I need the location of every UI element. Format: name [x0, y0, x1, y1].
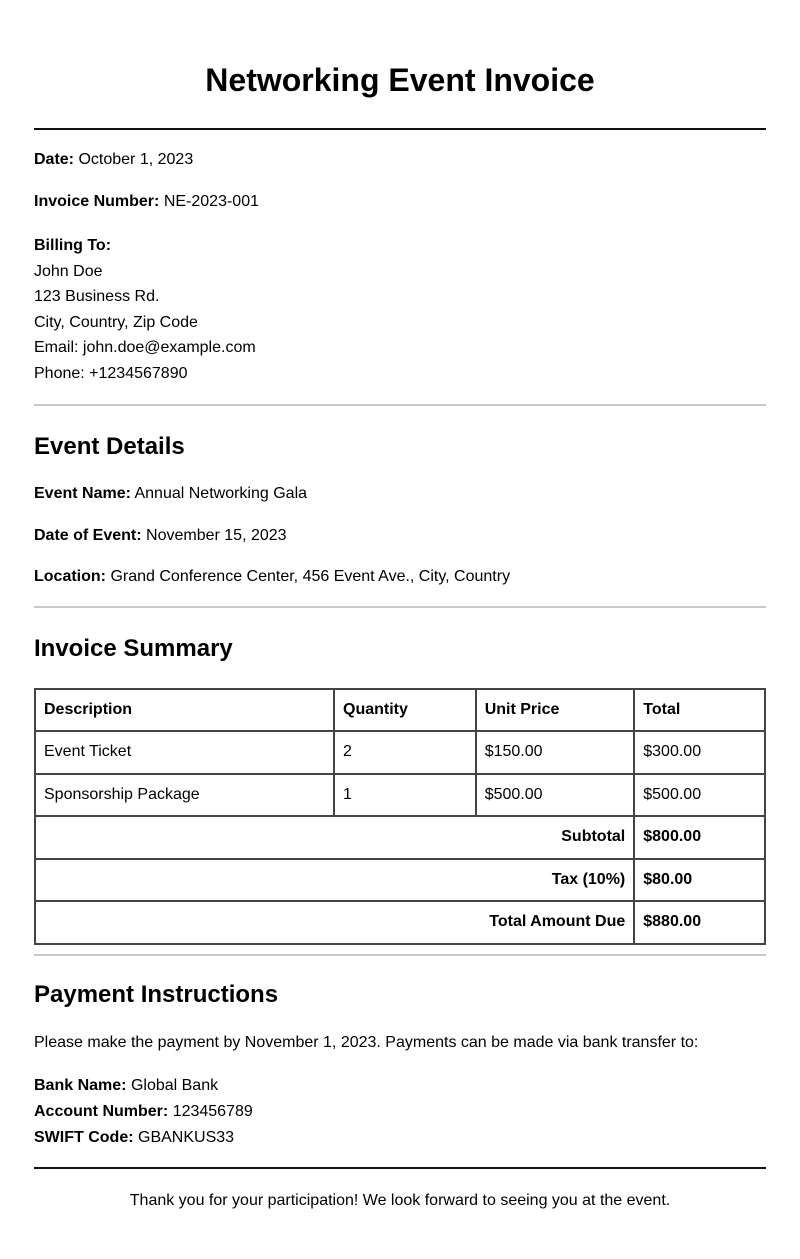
billing-address: 123 Business Rd.: [34, 288, 160, 306]
subtotal-value: $800.00: [634, 816, 765, 859]
event-name-label: Event Name:: [34, 484, 131, 502]
table-row: [35, 731, 765, 774]
payment-instructions-text: Please make the payment by November 1, 2023. Payments can be made via bank transfer to:: [34, 1033, 699, 1051]
item-unit-price: $150.00: [476, 731, 635, 774]
event-date-value: November 15, 2023: [146, 526, 287, 544]
tax-row: [35, 859, 765, 902]
event-date: [34, 526, 766, 546]
event-date-label: Date of Event:: [34, 526, 142, 544]
page-title: Networking Event Invoice: [205, 62, 595, 98]
section-divider: [34, 954, 766, 956]
invoice-summary-heading: Invoice Summary: [34, 634, 233, 662]
bank-details: [34, 1073, 766, 1151]
billing-email: Email: john.doe@example.com: [34, 339, 256, 357]
item-total: $300.00: [634, 731, 765, 774]
event-name: [34, 484, 766, 504]
invoice-number: [34, 192, 766, 212]
table-header-row: [35, 689, 765, 732]
bank-name-label: Bank Name:: [34, 1076, 127, 1094]
billing-city: City, Country, Zip Code: [34, 313, 198, 331]
account-number-value: 123456789: [172, 1102, 253, 1120]
item-quantity: 1: [334, 774, 476, 817]
event-name-value: Annual Networking Gala: [134, 484, 308, 502]
event-location-label: Location:: [34, 567, 106, 585]
billing-label: Billing To:: [34, 237, 112, 254]
payment-instructions-heading: Payment Instructions: [34, 980, 279, 1008]
total-due-label: Total Amount Due: [35, 901, 634, 944]
event-details-heading: Event Details: [34, 432, 185, 460]
billing-block: [34, 233, 766, 387]
header-divider: [34, 128, 766, 130]
item-total: $500.00: [634, 774, 765, 817]
invoice-summary-table: [34, 688, 766, 945]
invoice-date-label: Date:: [34, 151, 75, 168]
swift-code-label: SWIFT Code:: [34, 1128, 134, 1146]
tax-value: $80.00: [634, 859, 765, 902]
tax-label: Tax (10%): [35, 859, 634, 902]
bank-name-value: Global Bank: [130, 1076, 219, 1094]
column-header-total: Total: [634, 689, 765, 732]
section-divider: [34, 606, 766, 608]
item-description: Event Ticket: [35, 731, 334, 774]
item-description: Sponsorship Package: [35, 774, 334, 817]
item-unit-price: $500.00: [476, 774, 635, 817]
section-divider: [34, 404, 766, 406]
table-row: [35, 774, 765, 817]
invoice-date-value: October 1, 2023: [78, 151, 194, 168]
total-due-row: [35, 901, 765, 944]
subtotal-row: [35, 816, 765, 859]
column-header-unit-price: Unit Price: [476, 689, 635, 732]
invoice-date: [34, 150, 766, 170]
account-number-label: Account Number:: [34, 1102, 169, 1120]
item-quantity: 2: [334, 731, 476, 774]
total-due-value: $880.00: [634, 901, 765, 944]
swift-code-value: GBANKUS33: [138, 1128, 235, 1146]
event-location: [34, 567, 766, 587]
account-number: [34, 1099, 766, 1125]
invoice-number-value: NE-2023-001: [163, 193, 259, 210]
column-header-description: Description: [35, 689, 334, 732]
footer-divider: [34, 1167, 766, 1169]
bank-name: [34, 1073, 766, 1099]
subtotal-label: Subtotal: [35, 816, 634, 859]
event-location-value: Grand Conference Center, 456 Event Ave., City, Country: [110, 567, 511, 585]
footer-message: Thank you for your participation! We look forward to seeing you at the event.: [129, 1191, 671, 1209]
swift-code: [34, 1125, 766, 1151]
billing-name: John Doe: [34, 262, 103, 280]
column-header-quantity: Quantity: [334, 689, 476, 732]
billing-phone: Phone: +1234567890: [34, 364, 188, 382]
invoice-number-label: Invoice Number:: [34, 193, 160, 210]
